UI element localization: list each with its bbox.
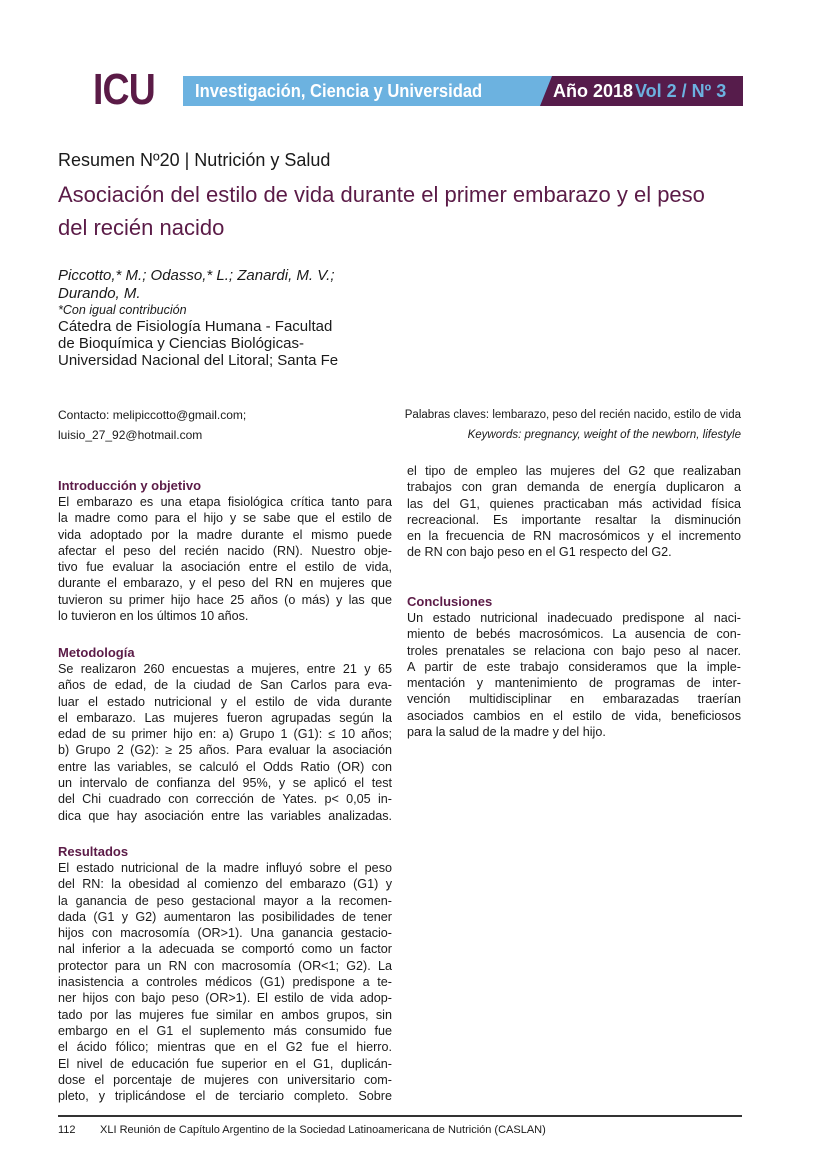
body-text-line: dose el porcentaje de mujeres con universitario com- [58,1072,392,1087]
affiliation-line: Universidad Nacional del Litoral; Santa Fe [58,352,339,369]
affiliation-line: Cátedra de Fisiología Humana - Facultad [58,318,333,335]
body-text-line: el embarazo. Las mujeres fueron agrupadas según la [58,710,392,725]
contribution-note: *Con igual contribución [58,303,187,317]
body-text-line: tado por las mujeres fue similar en ambos grupos, sin [58,1007,392,1022]
body-text-line: protector para un RN con macrosomía (OR<1; G2). La [58,958,392,973]
body-text-line: durante el embarazo, y el peso del RN en mujeres que [58,576,392,591]
body-text-line: recreacional. Es importante resaltar la disminución [407,512,741,527]
authors-line: Durando, M. [58,285,141,302]
body-text-line: lo tuvieron en los últimos 10 años. [58,609,249,624]
section-resultados-continued [407,463,741,561]
section-conclusiones [407,594,741,740]
body-text-line: El nivel de educación fue superior en el G1, duplicán- [58,1056,392,1071]
section-label: Resumen Nº20 | Nutrición y Salud [58,150,331,170]
affiliation [58,318,338,369]
issue-year: Año 2018 [553,81,634,101]
contact-line: Contacto: melipiccotto@gmail.com; [58,408,247,422]
body-text-line: del RN: la obesidad al comienzo del embarazo (G1) y [58,877,392,892]
body-text-line: pleto, y triplicándose el de terciario completo. Sobre [58,1089,392,1104]
section-heading: Introducción y objetivo [58,478,202,493]
body-text-line: la madre como para el hijo y se sabe que el estilo de [58,511,392,526]
title-line: del recién nacido [58,215,225,240]
body-text-line: el ácido fólico; mientras que en el G2 fue el hierro. [58,1040,392,1055]
body-text-line: dica que hay asociación entre las variables analizadas. [58,808,392,823]
body-text-line: dada (G1 y G2) aumentaron las posibilidades de tener [58,909,392,924]
body-text-line: hijos con macrosomía (OR>1). Una ganancia gestacio- [58,926,392,941]
contact [58,405,246,445]
section-metodologia [58,645,392,824]
body-text-line: de RN con bajo peso en el G1 respecto del G2. [407,545,672,560]
body-text-line: Un estado nutricional inadecuado predispone al naci- [407,611,741,625]
body-text-line: para la salud de la madre y del hijo. [407,725,606,740]
section-intro [58,478,392,624]
body-text-line: Se realizaron 260 encuestas a mujeres, entre 21 y 65 [58,662,392,676]
body-text-line: tuvieron su primer hijo hace 25 años (o más) y las que [58,592,392,607]
section-resultados [58,844,392,1104]
body-text-line: afectar el peso del recién nacido (RN). Nuestro obje- [58,543,392,558]
keywords-en: Keywords: pregnancy, weight of the newborn, lifestyle [467,429,741,441]
body-text-line: el tipo de empleo las mujeres del G2 que realizaban [407,464,741,478]
body-text-line: luar el estado nutricional y el estilo de vida durante [58,694,392,709]
page-number: 112 [58,1124,76,1136]
section-heading: Metodología [58,645,135,660]
keywords [405,405,741,445]
body-text-line: tivo fue evaluar la asociación entre el estilo de vida, [58,560,392,575]
section-heading: Resultados [58,844,129,859]
body-text-line: El embarazo es una etapa fisiológica crítica tanto para [58,495,392,509]
body-text-line: años de edad, de la ciudad de San Carlos para eva- [58,678,392,693]
body-text-line: mentación y mantenimiento de programas de inter- [407,676,741,691]
body-text-line: b) Grupo 2 (G2): ≥ 25 años. Para evaluar la asociación [58,743,392,758]
body-text-line: entre las variables, se calculó el Odds Ratio (OR) con [58,759,392,774]
body-text-line: ner hijos con bajo peso (OR>1). El estilo de vida adop- [58,991,392,1006]
affiliation-line: de Bioquímica y Ciencias Biológicas- [58,335,304,352]
keywords-es: Palabras claves: lembarazo, peso del recién nacido, estilo de vida [404,409,741,421]
issue-volume: Vol 2 / Nº 3 [635,81,727,101]
body-text-line: vida adoptado por la madre durante el mismo puede [58,527,392,542]
body-text-line: un intervalo de confianza del 95%, y se aplicó el test [58,776,392,791]
journal-name: Investigación, Ciencia y Universidad [195,81,483,101]
body-text-line: en la frecuencia de RN macrosómicos y el incremento [407,529,741,544]
body-text-line: vención multidisciplinar en embarazadas traerían [407,692,741,707]
body-text-line: trabajos con gran demanda de energía duplicaron a [407,480,741,495]
body-text-line: A partir de este trabajo consideramos que la imple- [407,659,741,674]
body-text-line: miento de bebés macrosómicos. La ausencia de con- [407,627,741,642]
body-text-line: la ganancia de peso gestacional mayor a la recomen- [58,893,392,908]
authors [58,267,335,303]
authors-line: Piccotto,* M.; Odasso,* L.; Zanardi, M. V.; [58,267,335,284]
body-text-line: El estado nutricional de la madre influyó sobre el peso [58,861,392,875]
footer-divider [58,1115,742,1117]
body-text-line: del Chi cuadrado con corrección de Yates. p< 0,05 in- [58,792,392,807]
body-text-line: inasistencia a controles médicos (G1) predispone a te- [58,975,392,990]
body-text-line: troles prenatales se relaciona con bajo peso al nacer. [407,643,741,658]
journal-logo: ICU [93,65,155,114]
contact-line: luisio_27_92@hotmail.com [58,428,203,442]
title-line: Asociación del estilo de vida durante el primer embarazo y el peso [58,182,705,207]
article-title [58,178,758,244]
body-text-line: las del G1, quienes practicaban más actividad física [407,496,741,511]
body-text-line: nal inferior a la adecuada se comportó como un factor [58,942,392,957]
footer-text: XLI Reunión de Capítulo Argentino de la Sociedad Latinoamericana de Nutrición (CASLAN) [100,1124,546,1136]
body-text-line: asociados cambios en el estilo de vida, beneficiosos [407,708,741,723]
body-text-line: edad de su primer hijo en: a) Grupo 1 (G1): ≤ 10 años; [58,727,392,742]
section-heading: Conclusiones [407,594,493,609]
body-text-line: embargo en el G1 el suplemento más consumido fue [58,1023,392,1038]
